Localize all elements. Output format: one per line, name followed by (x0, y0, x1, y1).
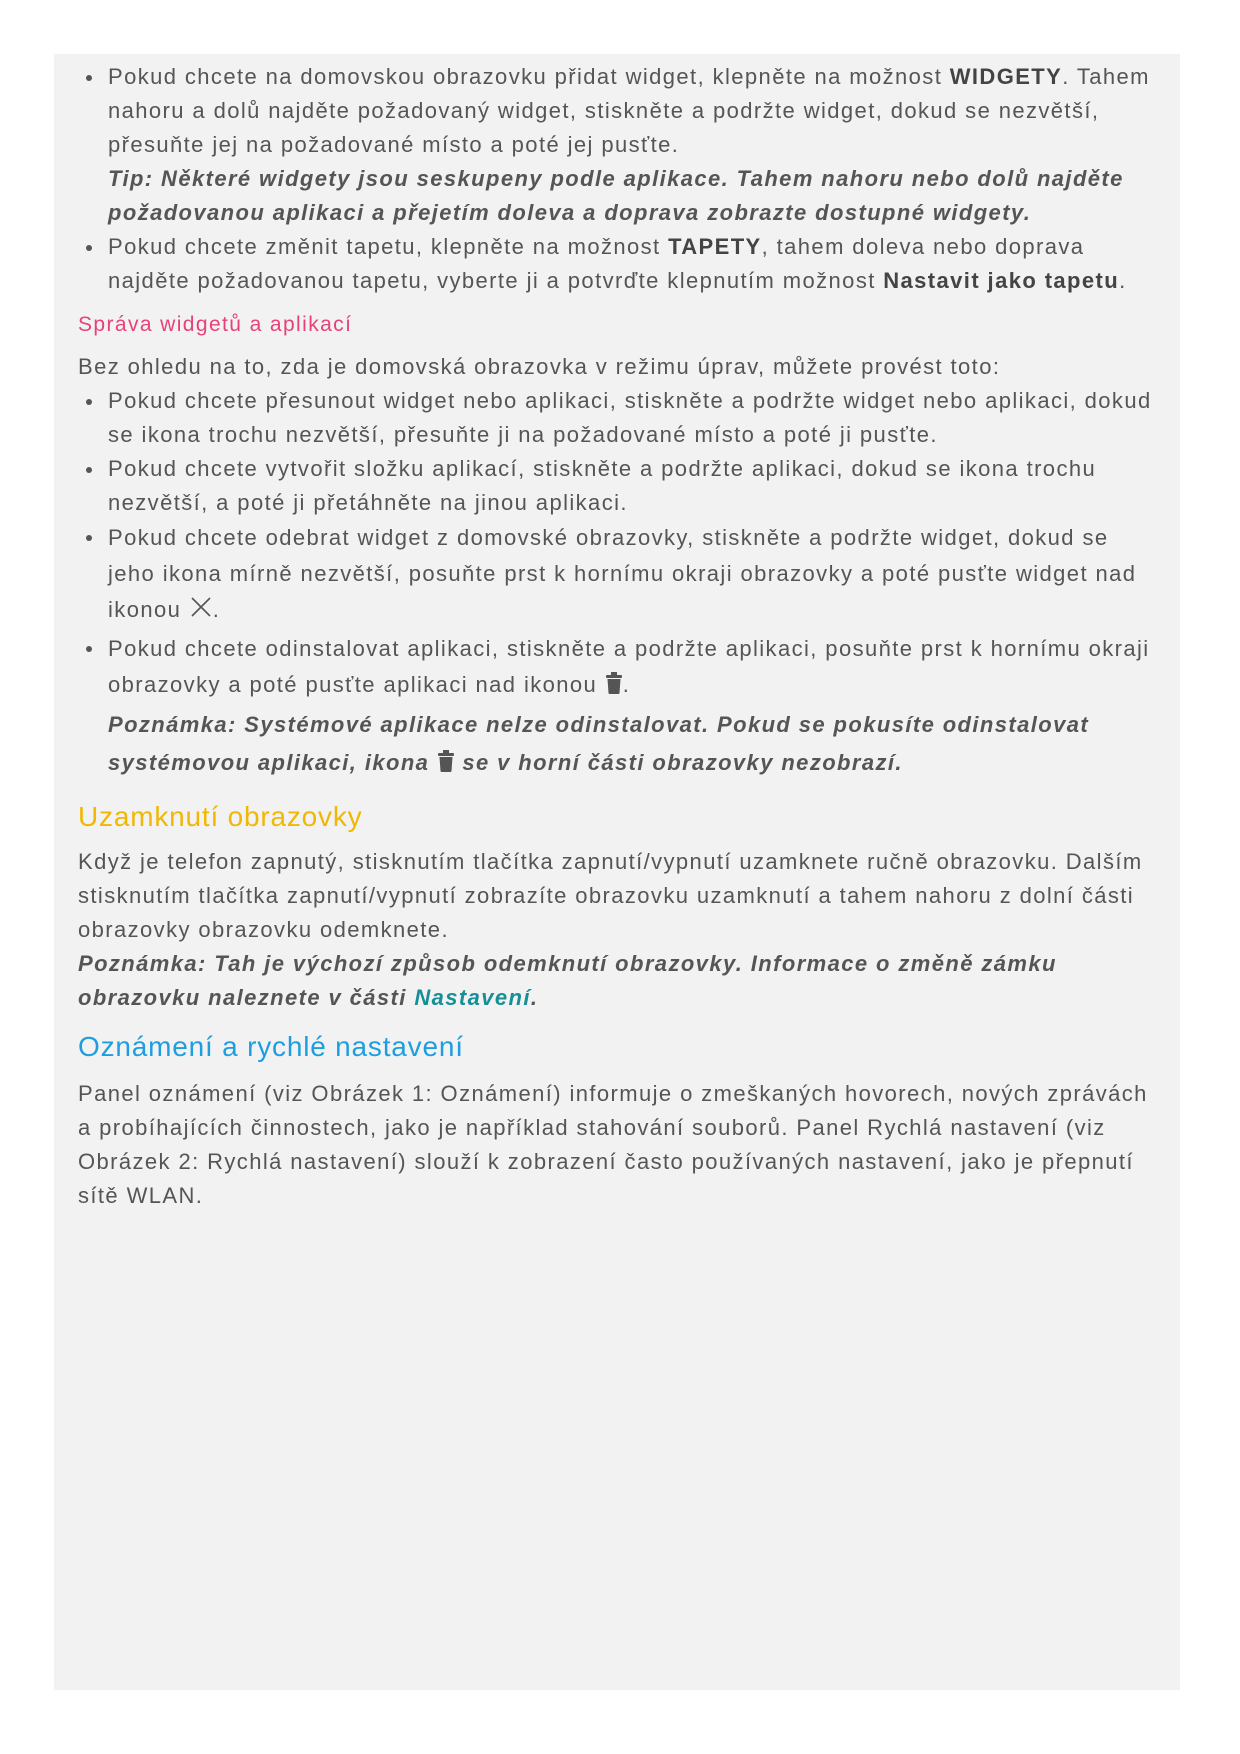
settings-link[interactable]: Nastavení (414, 985, 531, 1010)
wallpaper-option: TAPETY (668, 234, 762, 259)
list-item: Pokud chcete přesunout widget nebo aplikaci, stiskněte a podržte widget nebo aplikaci, dokud se ikona trochu nezvětší, přesuňte ji na požadované místo a poté ji pusťte. (78, 384, 1158, 452)
item-text: . (1119, 268, 1127, 293)
item-text: Pokud chcete odebrat widget z domovské obrazovky, stiskněte a podržte widget, dokud se jeho ikona mírně nezvětší, posuňte prst k hornímu okraji obrazovky a poté pusťte widget nad ikonou (108, 525, 1137, 622)
item-text: . (622, 672, 631, 697)
lock-text: Když je telefon zapnutý, stisknutím tlačítka zapnutí/vypnutí uzamknete ručně obrazovku. Dalším stisknutím tlačítka zapnutí/vypnutí zobrazíte obrazovku uzamknutí a tahem nahoru z dolní části obrazovky obrazovku odemknete. (78, 849, 1143, 942)
document-page (54, 54, 1180, 1690)
item-text: . Tahem nahoru a dolů najděte požadovaný widget, stiskněte a podržte widget, dokud se nezvětší, přesuňte jej na požadované místo a poté jej pusťte. (108, 64, 1150, 157)
list-item (78, 631, 1158, 785)
trash-icon (437, 747, 455, 785)
note-text: . (530, 985, 539, 1010)
trash-icon (605, 670, 623, 706)
set-wallpaper-option: Nastavit jako tapetu (883, 268, 1120, 293)
close-icon (189, 595, 213, 631)
list-item: Pokud chcete vytvořit složku aplikací, stiskněte a podržte aplikaci, dokud se ikona trochu nezvětší, a poté ji přetáhněte na jinou aplikaci. (78, 452, 1158, 520)
list-item (78, 520, 1158, 631)
note-text: Poznámka: Systémové aplikace nelze odinstalovat. Pokud se pokusíte odinstalovat systémovou aplikaci, ikona (108, 712, 1090, 775)
note-text: se v horní části obrazovky nezobrazí. (454, 750, 903, 775)
widgets-list (78, 60, 1158, 298)
manage-heading: Správa widgetů a aplikací (78, 313, 353, 336)
manage-list (78, 384, 1158, 785)
item-text: Pokud chcete na domovskou obrazovku přidat widget, klepněte na možnost (108, 64, 950, 89)
uninstall-note (108, 706, 1158, 785)
item-text: , tahem doleva nebo doprava najděte požadovanou tapetu, vyberte ji a potvrďte klepnutím možnost (108, 234, 1085, 293)
item-text: . (212, 597, 221, 622)
note-text: Poznámka: Tah je výchozí způsob odemknutí obrazovky. Informace o změně zámku obrazovku naleznete v části (78, 951, 1057, 1010)
page-content (78, 60, 1158, 1213)
notif-text: Panel oznámení (viz Obrázek 1: Oznámení) informuje o zmeškaných hovorech, nových zprávách a probíhajících činnostech, jako je například stahování souborů. Panel Rychlá nastavení (viz Obrázek 2: Rychlá nastavení) slouží k zobrazení často používaných nastavení, jako je přepnutí sítě WLAN. (78, 1081, 1148, 1208)
lock-note (78, 947, 1158, 1015)
manage-intro: Bez ohledu na to, zda je domovská obrazovka v režimu úprav, můžete provést toto: (78, 354, 1001, 379)
tip-note: Tip: Některé widgety jsou seskupeny podle aplikace. Tahem nahoru nebo dolů najděte požadovanou aplikaci a přejetím doleva a doprava zobrazte dostupné widgety. (108, 166, 1124, 225)
widgets-option: WIDGETY (949, 64, 1063, 89)
item-text: Pokud chcete odinstalovat aplikaci, stiskněte a podržte aplikaci, posuňte prst k hornímu okraji obrazovky a poté pusťte aplikaci nad ikonou (108, 636, 1150, 697)
item-text: Pokud chcete změnit tapetu, klepněte na možnost (108, 234, 669, 259)
list-item (78, 60, 1158, 230)
list-item (78, 230, 1158, 298)
notif-heading: Oznámení a rychlé nastavení (78, 1031, 464, 1062)
lock-heading: Uzamknutí obrazovky (78, 801, 363, 832)
